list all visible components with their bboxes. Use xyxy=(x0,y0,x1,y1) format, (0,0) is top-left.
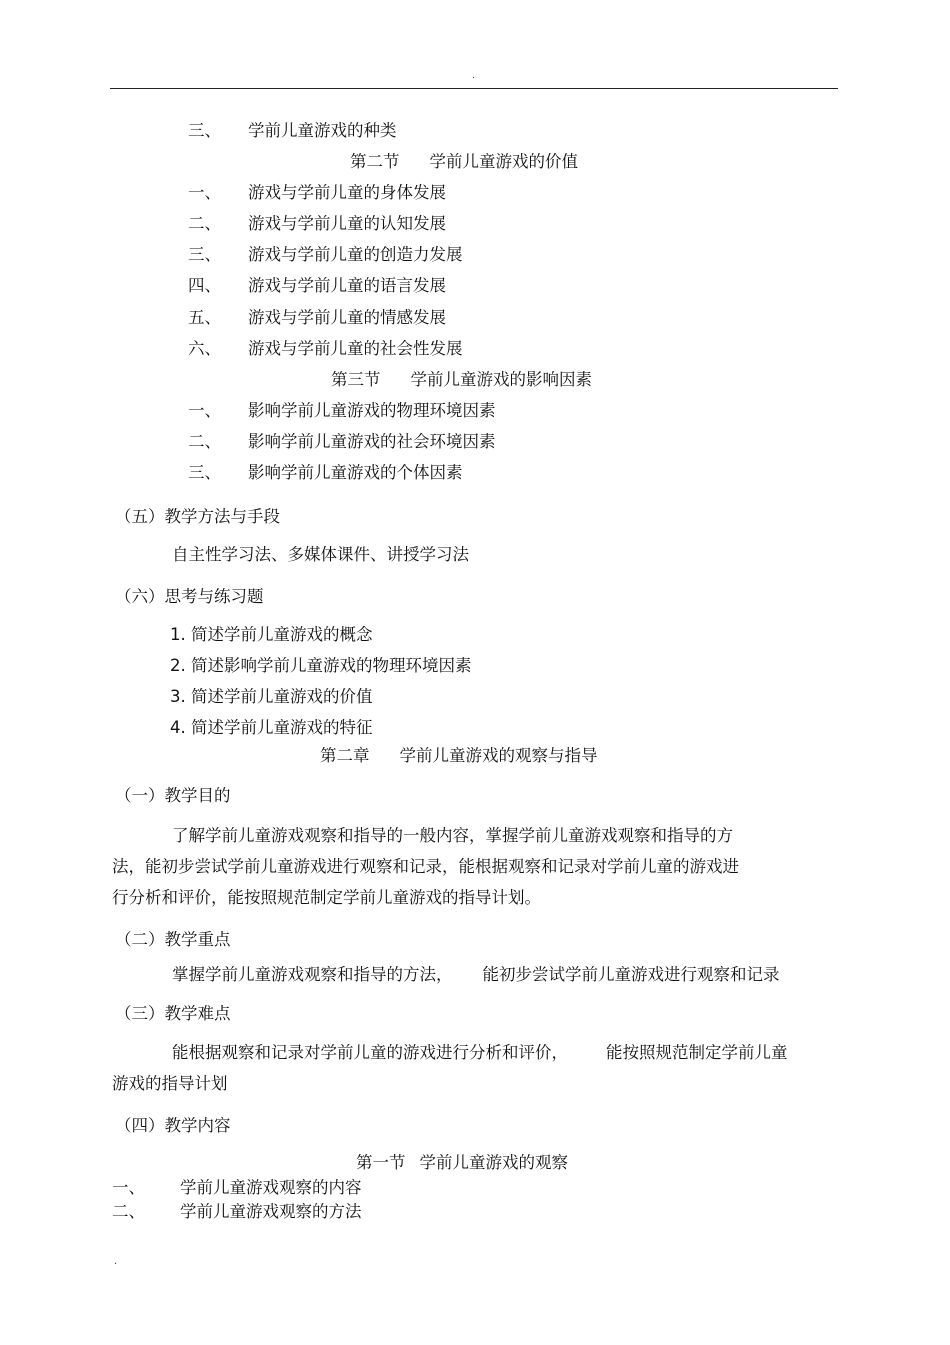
methods-text: 自主性学习法、多媒体课件、讲授学习法 xyxy=(172,545,469,564)
section-title xyxy=(331,370,592,390)
item-text: 学前儿童游戏观察的方法 xyxy=(180,1202,362,1221)
item-mark: 五、 xyxy=(188,308,221,327)
item-mark: 六、 xyxy=(188,339,221,358)
header-rule xyxy=(110,88,838,89)
item-mark: 一、 xyxy=(188,183,221,202)
goal-heading: （一）教学目的 xyxy=(115,786,231,805)
list-item xyxy=(188,276,446,296)
goal-line: 行分析和评价，能按照规范制定学前儿童游戏的指导计划。 xyxy=(112,888,541,907)
item-mark: 四、 xyxy=(188,276,221,295)
section-title xyxy=(356,1153,568,1173)
section-title-text: 学前儿童游戏的观察 xyxy=(419,1153,568,1172)
list-item xyxy=(112,1202,362,1222)
content-heading: （四）教学内容 xyxy=(115,1116,231,1135)
item-text: 游戏与学前儿童的创造力发展 xyxy=(248,245,463,264)
key-text-left: 掌握学前儿童游戏观察和指导的方法， xyxy=(172,965,453,984)
item-text: 游戏与学前儿童的社会性发展 xyxy=(248,339,463,358)
list-item xyxy=(188,245,463,265)
exercise-item: 2. 简述影响学前儿童游戏的物理环境因素 xyxy=(170,656,472,675)
item-mark: 二、 xyxy=(188,214,221,233)
item-mark: 一、 xyxy=(112,1178,145,1197)
list-item xyxy=(188,463,463,483)
difficult-text xyxy=(172,1043,788,1063)
item-mark: 三、 xyxy=(188,121,221,140)
footer-dot: . xyxy=(114,1256,118,1267)
item-text: 学前儿童游戏的种类 xyxy=(248,121,397,140)
list-item xyxy=(188,401,496,421)
item-text: 游戏与学前儿童的身体发展 xyxy=(248,183,446,202)
item-text: 游戏与学前儿童的语言发展 xyxy=(248,276,446,295)
item-mark: 三、 xyxy=(188,245,221,264)
difficult-text-right: 能按照规范制定学前儿童 xyxy=(606,1043,788,1062)
exercise-item: 4. 简述学前儿童游戏的特征 xyxy=(170,718,373,737)
header-dot: . xyxy=(472,70,476,81)
item-text: 影响学前儿童游戏的物理环境因素 xyxy=(248,401,496,420)
exercise-item: 1. 简述学前儿童游戏的概念 xyxy=(170,625,373,644)
item-text: 学前儿童游戏观察的内容 xyxy=(180,1178,362,1197)
section-title-text: 学前儿童游戏的价值 xyxy=(429,152,578,171)
goal-line: 了解学前儿童游戏观察和指导的一般内容，掌握学前儿童游戏观察和指导的方 xyxy=(172,826,733,845)
exercises-heading: （六）思考与练习题 xyxy=(115,587,264,606)
section-title-text: 学前儿童游戏的影响因素 xyxy=(410,370,592,389)
item-text: 游戏与学前儿童的情感发展 xyxy=(248,308,446,327)
list-item xyxy=(188,339,463,359)
section-title-number: 第一节 xyxy=(356,1153,406,1172)
item-mark: 三、 xyxy=(188,463,221,482)
section-title xyxy=(350,152,578,172)
item-mark: 二、 xyxy=(188,432,221,451)
difficult-text-line2: 游戏的指导计划 xyxy=(112,1074,228,1093)
item-mark: 一、 xyxy=(188,401,221,420)
list-item xyxy=(188,214,446,234)
goal-line: 法，能初步尝试学前儿童游戏进行观察和记录，能根据观察和记录对学前儿童的游戏进 xyxy=(112,857,739,876)
difficult-text-left: 能根据观察和记录对学前儿童的游戏进行分析和评价， xyxy=(172,1043,568,1062)
list-item xyxy=(188,432,496,452)
list-item xyxy=(188,308,446,328)
methods-heading: （五）教学方法与手段 xyxy=(115,507,280,526)
list-item xyxy=(188,183,446,203)
key-text-right: 能初步尝试学前儿童游戏进行观察和记录 xyxy=(482,965,780,984)
key-heading: （二）教学重点 xyxy=(115,930,231,949)
item-text: 影响学前儿童游戏的社会环境因素 xyxy=(248,432,496,451)
chapter-title-text: 学前儿童游戏的观察与指导 xyxy=(399,746,598,765)
difficult-heading: （三）教学难点 xyxy=(115,1004,231,1023)
key-text xyxy=(172,965,780,985)
chapter-title xyxy=(320,746,598,766)
list-item xyxy=(188,121,397,141)
chapter-number: 第二章 xyxy=(320,746,370,765)
section-title-number: 第二节 xyxy=(350,152,400,171)
item-mark: 二、 xyxy=(112,1202,145,1221)
item-text: 游戏与学前儿童的认知发展 xyxy=(248,214,446,233)
exercise-item: 3. 简述学前儿童游戏的价值 xyxy=(170,687,373,706)
list-item xyxy=(112,1178,362,1198)
section-title-number: 第三节 xyxy=(331,370,381,389)
item-text: 影响学前儿童游戏的个体因素 xyxy=(248,463,463,482)
